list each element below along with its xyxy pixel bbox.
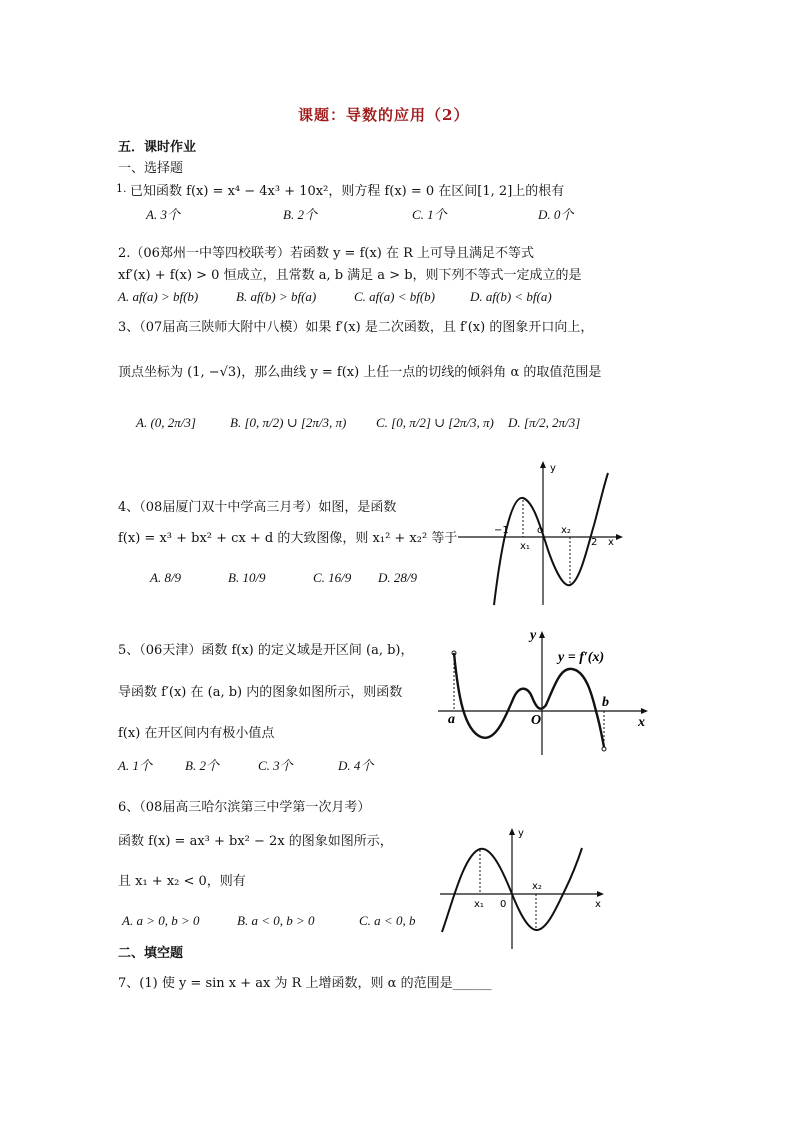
q5-a-label: a	[448, 712, 455, 727]
question-2-line-1: 2.（06郑州一中等四校联考）若函数 y = f(x) 在 R 上可导且满足不等式	[118, 246, 535, 261]
q6-x1-label: x₁	[474, 899, 484, 910]
q5-function-label: y = f′(x)	[558, 650, 605, 665]
q6-x2-label: x₂	[532, 881, 542, 892]
question-6-line-1: 6、（08届高三哈尔滨第三中学第一次月考）	[118, 800, 371, 815]
question-1-option-a: A. 3个	[146, 207, 180, 222]
question-5-option-d: D. 4个	[338, 758, 374, 773]
question-7-text: 7、(1) 使 y = sin x + ax 为 R 上增函数，则 α 的范围是______	[118, 976, 492, 991]
question-5-line-3: f(x) 在开区间内有极小值点	[118, 726, 275, 741]
question-2-option-a: A. af(a) > bf(b)	[118, 289, 199, 304]
question-6-option-a: A. a > 0, b > 0	[122, 913, 200, 928]
question-2-option-b: B. af(b) > bf(a)	[236, 289, 317, 304]
q5-x-axis-label: x	[638, 715, 645, 730]
question-4-option-b: B. 10/9	[228, 570, 266, 585]
question-1-text: 已知函数 f(x) = x⁴ − 4x³ + 10x²，则方程 f(x) = 0 在区间[1, 2]上的根有	[130, 184, 565, 199]
question-6-line-3: 且 x₁ + x₂ < 0，则有	[118, 874, 246, 889]
question-4-graph	[458, 455, 628, 610]
q4-minus-one-label: −1	[494, 525, 509, 536]
question-6-option-b: B. a < 0, b > 0	[237, 913, 315, 928]
question-3-option-c: C. [0, π/2] ∪ [2π/3, π)	[376, 415, 494, 430]
question-4-line-1: 4、（08届厦门双十中学高三月考）如图，是函数	[118, 500, 397, 515]
question-5-line-2: 导函数 f′(x) 在 (a, b) 内的图象如图所示，则函数	[118, 685, 403, 700]
part-heading-fill-in: 二、填空题	[118, 946, 184, 961]
question-5-option-a: A. 1个	[118, 758, 152, 773]
question-3-option-d: D. [π/2, 2π/3]	[508, 415, 581, 430]
question-1-option-c: C. 1个	[412, 207, 447, 222]
q4-x1-label: x₁	[520, 541, 530, 552]
question-6-line-2: 函数 f(x) = ax³ + bx² − 2x 的图象如图所示，	[118, 834, 393, 849]
question-1-option-b: B. 2个	[283, 207, 317, 222]
question-3-line-1: 3、（07届高三陕师大附中八模）如果 f′(x) 是二次函数，且 f′(x) 的图象开口向上，	[118, 320, 594, 335]
q6-y-axis-label: y	[518, 828, 524, 839]
q4-two-label: 2	[591, 537, 598, 548]
q4-y-axis-label: y	[550, 463, 556, 474]
question-5-line-1: 5、（06天津）函数 f(x) 的定义域是开区间 (a, b)，	[118, 643, 414, 658]
question-4-option-c: C. 16/9	[313, 570, 352, 585]
question-2-option-c: C. af(a) < bf(b)	[354, 289, 435, 304]
question-4-option-a: A. 8/9	[150, 570, 182, 585]
q5-y-axis-label: y	[530, 628, 537, 643]
q6-origin-label: 0	[500, 899, 507, 910]
q4-x-axis-label: x	[608, 537, 614, 548]
page-title: 课题：导数的应用（2）	[298, 106, 470, 124]
question-3-line-2: 顶点坐标为 (1, −√3)，那么曲线 y = f(x) 上任一点的切线的倾斜角 α 的取值范围是	[118, 365, 602, 380]
question-5-option-b: B. 2个	[185, 758, 219, 773]
question-3-option-b: B. [0, π/2) ∪ [2π/3, π)	[230, 415, 347, 430]
question-5-option-c: C. 3个	[258, 758, 293, 773]
q4-x2-label: x₂	[561, 525, 571, 536]
q5-b-label: b	[602, 695, 609, 710]
question-1-number: 1.	[116, 182, 127, 195]
question-4-line-2: f(x) = x³ + bx² + cx + d 的大致图像，则 x₁² + x₂² 等于	[118, 531, 458, 546]
question-4-option-d: D. 28/9	[378, 570, 417, 585]
question-1-option-d: D. 0个	[538, 207, 574, 222]
question-3-option-a: A. (0, 2π/3]	[136, 415, 196, 430]
q4-origin-label: o	[537, 525, 544, 536]
q5-origin-label: O	[531, 713, 542, 728]
section-heading-homework: 五．课时作业	[118, 140, 197, 155]
question-6-option-c: C. a < 0, b	[359, 913, 416, 928]
question-6-graph	[432, 824, 612, 954]
question-2-line-2: xf′(x) + f(x) > 0 恒成立，且常数 a, b 满足 a > b，则下列不等式一定成立的是	[118, 268, 582, 283]
part-heading-choice: 一、选择题	[118, 161, 184, 176]
question-2-option-d: D. af(b) < bf(a)	[470, 289, 552, 304]
question-5-graph	[436, 625, 656, 760]
q6-x-axis-label: x	[595, 899, 601, 910]
